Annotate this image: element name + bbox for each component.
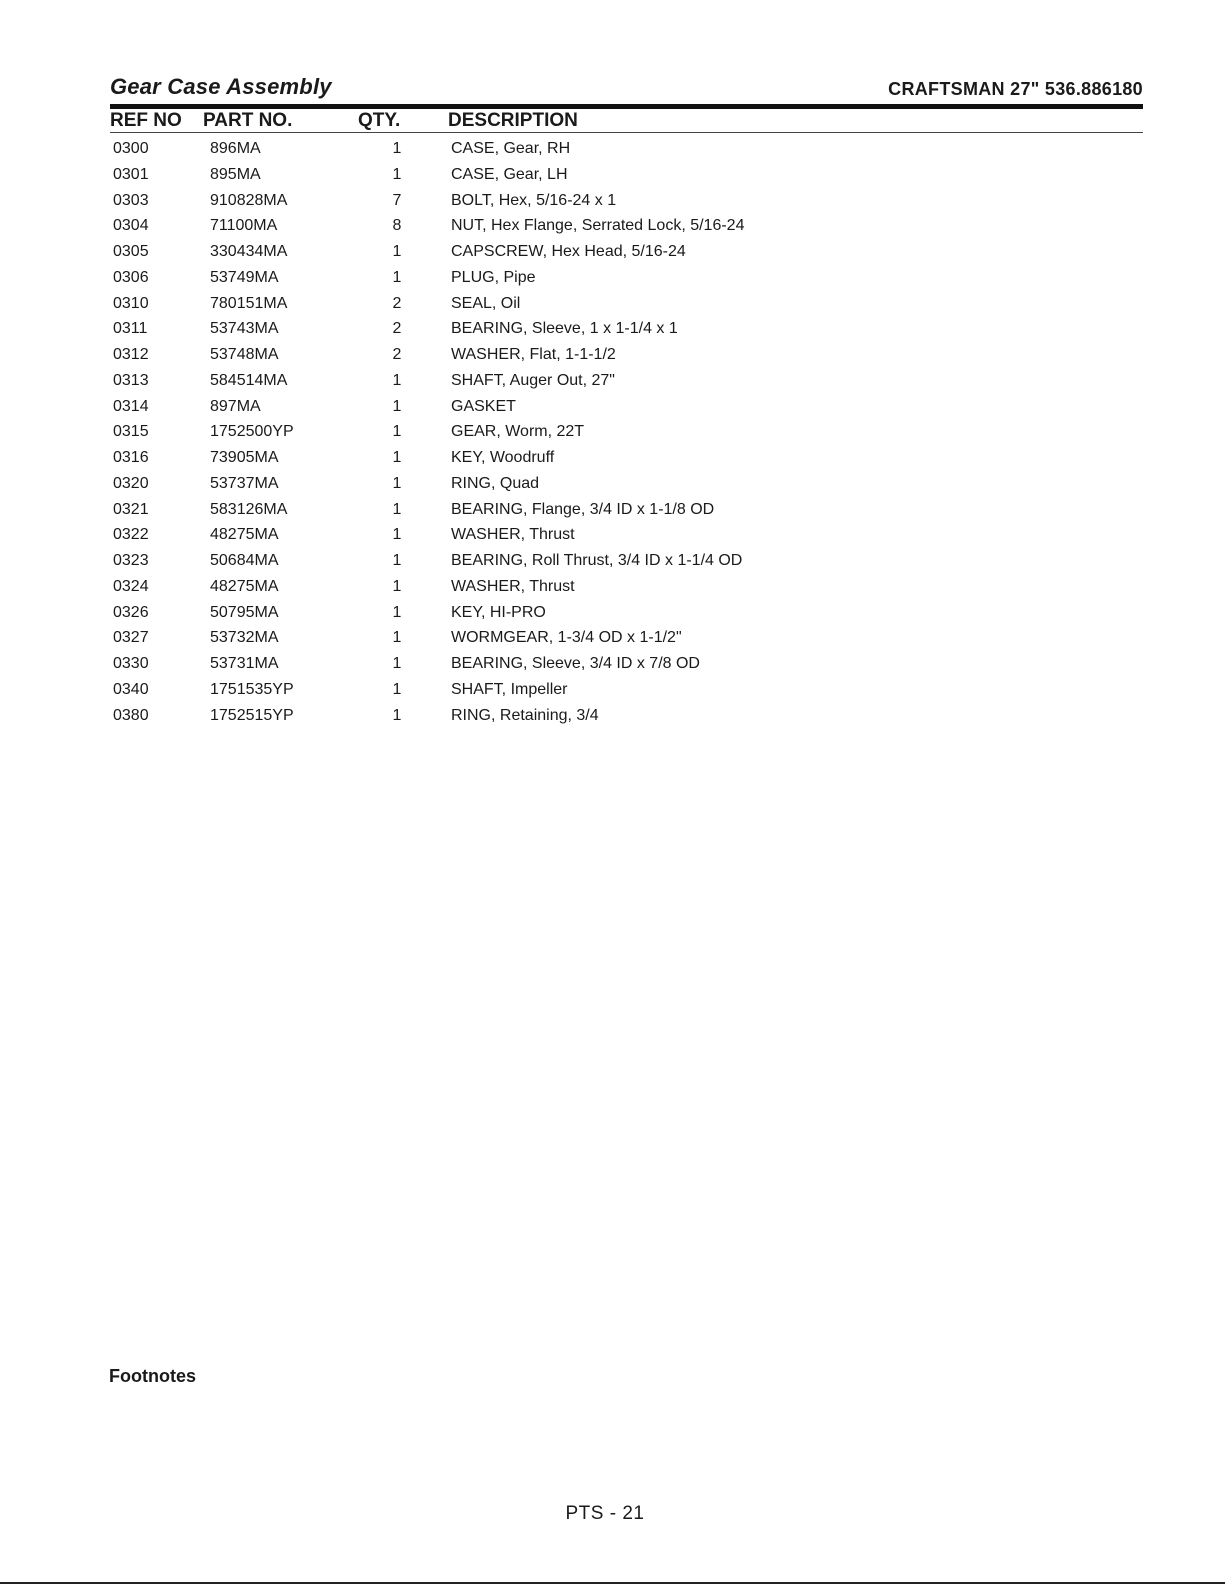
- table-row: [110, 163, 1143, 189]
- model-label: CRAFTSMAN 27" 536.886180: [888, 79, 1143, 99]
- ref-no-cell: 0303: [113, 191, 149, 209]
- description-cell: NUT, Hex Flange, Serrated Lock, 5/16-24: [451, 217, 745, 235]
- part-no-cell: 584514MA: [210, 371, 288, 389]
- qty-cell: 1: [392, 243, 402, 260]
- qty-cell: 1: [392, 577, 402, 595]
- table-row: [110, 240, 1143, 266]
- ref-no-cell: 0306: [113, 268, 149, 286]
- table-row: [110, 652, 1143, 678]
- ref-no-cell: 0305: [113, 243, 149, 260]
- part-no-cell: 50684MA: [210, 552, 279, 569]
- table-row: [110, 189, 1143, 215]
- qty-cell: 1: [392, 474, 402, 492]
- part-no-cell: 53748MA: [210, 346, 279, 363]
- table-row: [110, 214, 1143, 240]
- description-cell: GEAR, Worm, 22T: [451, 423, 585, 441]
- ref-no-cell: 0312: [113, 346, 149, 363]
- part-no-cell: 1751535YP: [210, 680, 294, 698]
- part-no-cell: 53731MA: [210, 655, 279, 672]
- table-row: [110, 549, 1143, 575]
- description-cell: CASE, Gear, LH: [451, 165, 568, 183]
- part-no-cell: 897MA: [210, 397, 261, 415]
- qty-cell: 1: [392, 449, 402, 466]
- bottom-rule: [0, 1582, 1225, 1584]
- qty-cell: 1: [392, 268, 402, 286]
- table-row: [110, 498, 1143, 524]
- part-no-cell: 895MA: [210, 165, 261, 183]
- table-row: [110, 420, 1143, 446]
- ref-no-cell: 0327: [113, 629, 149, 647]
- qty-cell: 1: [392, 655, 402, 672]
- column-headers: [110, 110, 1143, 133]
- ref-no-cell: 0314: [113, 397, 149, 415]
- table-row: [110, 575, 1143, 601]
- part-no-cell: 1752500YP: [210, 423, 294, 441]
- ref-no-cell: 0301: [113, 165, 149, 183]
- table-row: [110, 678, 1143, 704]
- column-header-part-no: PART NO.: [203, 110, 293, 131]
- description-cell: RING, Retaining, 3/4: [451, 706, 599, 724]
- description-cell: KEY, HI-PRO: [451, 603, 546, 621]
- table-row: [110, 704, 1143, 730]
- description-cell: BEARING, Sleeve, 3/4 ID x 7/8 OD: [451, 655, 700, 672]
- part-no-cell: 330434MA: [210, 243, 288, 260]
- ref-no-cell: 0321: [113, 500, 149, 518]
- qty-cell: 1: [392, 526, 402, 544]
- ref-no-cell: 0300: [113, 140, 149, 157]
- qty-cell: 2: [392, 320, 402, 338]
- qty-cell: 1: [392, 500, 402, 518]
- description-cell: BEARING, Flange, 3/4 ID x 1-1/8 OD: [451, 500, 715, 518]
- ref-no-cell: 0310: [113, 294, 149, 312]
- part-no-cell: 780151MA: [210, 294, 288, 312]
- column-header-qty: QTY.: [358, 110, 401, 131]
- table-row: [110, 137, 1143, 163]
- column-header-ref-no: REF NO: [110, 110, 182, 131]
- header-rule: [110, 104, 1143, 109]
- table-row: [110, 523, 1143, 549]
- ref-no-cell: 0324: [113, 577, 149, 595]
- qty-cell: 1: [392, 552, 402, 569]
- ref-no-cell: 0322: [113, 526, 149, 544]
- part-no-cell: 910828MA: [210, 191, 288, 209]
- table-row: [110, 266, 1143, 292]
- table-row: [110, 446, 1143, 472]
- qty-cell: 8: [392, 217, 402, 235]
- description-cell: WORMGEAR, 1-3/4 OD x 1-1/2": [451, 629, 682, 647]
- description-cell: CAPSCREW, Hex Head, 5/16-24: [451, 243, 686, 260]
- part-no-cell: 53732MA: [210, 629, 279, 647]
- ref-no-cell: 0330: [113, 655, 149, 672]
- ref-no-cell: 0323: [113, 552, 149, 569]
- table-row: [110, 292, 1143, 318]
- table-row: [110, 395, 1143, 421]
- qty-cell: 1: [392, 371, 402, 389]
- description-cell: WASHER, Flat, 1-1-1/2: [451, 346, 616, 363]
- ref-no-cell: 0315: [113, 423, 149, 441]
- description-cell: SHAFT, Auger Out, 27": [451, 371, 615, 389]
- qty-cell: 1: [392, 140, 402, 157]
- ref-no-cell: 0340: [113, 680, 149, 698]
- column-header-description: DESCRIPTION: [448, 110, 578, 131]
- description-cell: BOLT, Hex, 5/16-24 x 1: [451, 191, 617, 209]
- description-cell: WASHER, Thrust: [451, 526, 575, 544]
- part-no-cell: 1752515YP: [210, 706, 294, 724]
- qty-cell: 1: [392, 680, 402, 698]
- ref-no-cell: 0311: [113, 320, 148, 338]
- part-no-cell: 53743MA: [210, 320, 279, 338]
- qty-cell: 1: [392, 603, 402, 621]
- table-row: [110, 317, 1143, 343]
- part-no-cell: 48275MA: [210, 526, 279, 544]
- table-row: [110, 369, 1143, 395]
- ref-no-cell: 0304: [113, 217, 149, 235]
- page-title: Gear Case Assembly: [110, 74, 332, 99]
- ref-no-cell: 0316: [113, 449, 149, 466]
- qty-cell: 1: [392, 629, 402, 647]
- qty-cell: 1: [392, 397, 402, 415]
- page-header: [110, 74, 1143, 104]
- table-row: [110, 626, 1143, 652]
- part-no-cell: 73905MA: [210, 449, 279, 466]
- description-cell: WASHER, Thrust: [451, 577, 575, 595]
- qty-cell: 7: [392, 191, 402, 209]
- parts-table: [110, 137, 1143, 729]
- description-cell: BEARING, Roll Thrust, 3/4 ID x 1-1/4 OD: [451, 552, 743, 569]
- table-row: [110, 472, 1143, 498]
- ref-no-cell: 0313: [113, 371, 149, 389]
- description-cell: KEY, Woodruff: [451, 449, 555, 466]
- description-cell: RING, Quad: [451, 474, 540, 492]
- description-cell: PLUG, Pipe: [451, 268, 536, 286]
- part-no-cell: 583126MA: [210, 500, 288, 518]
- qty-cell: 2: [392, 294, 402, 312]
- description-cell: SHAFT, Impeller: [451, 680, 568, 698]
- description-cell: SEAL, Oil: [451, 294, 521, 312]
- qty-cell: 1: [392, 165, 402, 183]
- part-no-cell: 53737MA: [210, 474, 279, 492]
- description-cell: GASKET: [451, 397, 516, 415]
- qty-cell: 1: [392, 706, 402, 724]
- ref-no-cell: 0380: [113, 706, 149, 724]
- ref-no-cell: 0326: [113, 603, 149, 621]
- part-no-cell: 50795MA: [210, 603, 279, 621]
- qty-cell: 2: [392, 346, 402, 363]
- description-cell: CASE, Gear, RH: [451, 140, 571, 157]
- ref-no-cell: 0320: [113, 474, 149, 492]
- footnotes-label: Footnotes: [109, 1366, 196, 1386]
- part-no-cell: 53749MA: [210, 268, 279, 286]
- part-no-cell: 48275MA: [210, 577, 279, 595]
- table-row: [110, 343, 1143, 369]
- part-no-cell: 71100MA: [210, 217, 278, 235]
- description-cell: BEARING, Sleeve, 1 x 1-1/4 x 1: [451, 320, 678, 338]
- part-no-cell: 896MA: [210, 140, 261, 157]
- table-row: [110, 601, 1143, 627]
- qty-cell: 1: [392, 423, 402, 441]
- page-number: PTS - 21: [565, 1503, 645, 1524]
